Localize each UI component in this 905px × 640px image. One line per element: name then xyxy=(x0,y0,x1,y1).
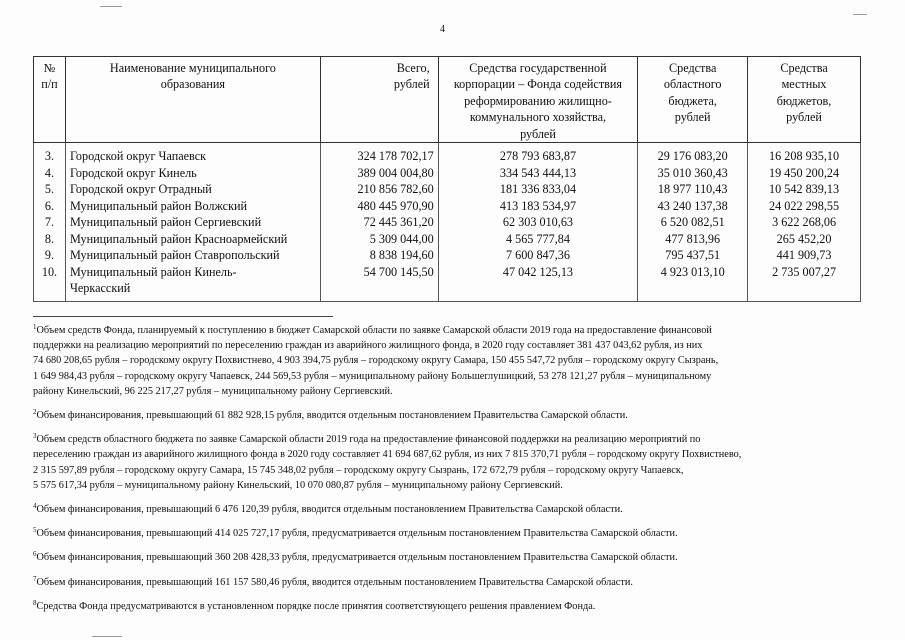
row-number: 3. xyxy=(34,143,66,165)
total-amount: 72 445 361,20 xyxy=(320,214,438,230)
footnote-line: $^7$Объем финансирования, превышающий 161 157 580,46 рубля, вводится отдельным постановлением Правительства Самарской области. xyxy=(33,574,633,588)
header-local: Средства местных бюджетов, рублей xyxy=(748,57,861,143)
local-amount: 3 622 268,06 xyxy=(748,214,861,230)
row-number: 5. xyxy=(34,181,66,197)
footnote-line: 1 649 984,43 рубля – городскому округу Чапаевск, 244 569,53 рубля – муниципальному району Большеглушицкий, 53 278 121,27 рубля – муниципальному xyxy=(33,370,712,382)
regional-amount: 29 176 083,20 xyxy=(638,143,748,165)
row-number: 4. xyxy=(34,165,66,181)
local-amount: 19 450 200,24 xyxy=(748,165,861,181)
table-row xyxy=(34,264,861,301)
row-number: 8. xyxy=(34,231,66,247)
page-marker: 4 xyxy=(440,24,445,35)
fund-amount: 62 303 010,63 xyxy=(438,214,638,230)
row-number: 10. xyxy=(34,264,66,301)
footnote-line: 5 575 617,34 рубля – муниципальному району Кинельский, 10 070 080,87 рубля – муниципальному району Сергиевский. xyxy=(33,479,563,491)
total-amount: 54 700 145,50 xyxy=(320,264,438,301)
local-amount: 16 208 935,10 xyxy=(748,143,861,165)
table-row xyxy=(34,214,861,230)
footnote-line: $^5$Объем финансирования, превышающий 414 025 727,17 рубля, предусматривается отдельным постановлением Правительства Самарской области. xyxy=(33,526,678,540)
row-number: 9. xyxy=(34,247,66,263)
regional-amount: 18 977 110,43 xyxy=(638,181,748,197)
regional-amount: 35 010 360,43 xyxy=(638,165,748,181)
footnote-line: $^2$Объем финансирования, превышающий 61 882 928,15 рубля, вводится отдельным постановлением Правительства Самарской области. xyxy=(33,408,628,422)
footnote-line: поддержки на реализацию мероприятий по переселению граждан из аварийного жилищного фонда, в 2020 году составляет 381 437 043,62 рубля, из них xyxy=(33,340,703,352)
total-amount: 324 178 702,17 xyxy=(320,143,438,165)
table-header-row xyxy=(34,57,861,143)
local-amount: 2 735 007,27 xyxy=(748,264,861,301)
regional-amount: 43 240 137,38 xyxy=(638,198,748,214)
footnote-mark: 8 xyxy=(33,598,37,607)
table-row xyxy=(34,165,861,181)
footnote-mark: 2 xyxy=(33,408,37,417)
header-regional: Средства областного бюджета, рублей xyxy=(638,57,748,143)
fund-amount: 181 336 833,04 xyxy=(438,181,638,197)
table-row xyxy=(34,247,861,263)
local-amount: 10 542 839,13 xyxy=(748,181,861,197)
footnote-mark: 4 xyxy=(33,502,37,511)
regional-amount: 477 813,96 xyxy=(638,231,748,247)
header-fund: Средства государственной корпорации – Фонда содействия реформированию жилищно- коммунального хозяйства, рублей xyxy=(438,57,638,143)
municipality-name: Муниципальный район Ставропольский xyxy=(65,247,320,263)
header-total: Всего, рублей xyxy=(320,57,438,143)
footnote-line: переселению граждан из аварийного жилищного фонда в 2020 году составляет 41 694 687,62 рубля, из них 7 815 370,71 рубля – городскому округу Похвистнево, xyxy=(33,449,742,461)
footnote-separator xyxy=(33,316,333,317)
scan-artifact xyxy=(853,14,867,15)
local-amount: 441 909,73 xyxy=(748,247,861,263)
regional-amount: 6 520 082,51 xyxy=(638,214,748,230)
footnote-mark: 7 xyxy=(33,574,37,583)
local-amount: 24 022 298,55 xyxy=(748,198,861,214)
footnote-line: 74 680 208,65 рубля – городскому округу Похвистнево, 4 903 394,75 рубля – городскому округу Самара, 150 455 547,72 рубля – городскому округу Сызрань, xyxy=(33,355,719,367)
footnote-mark: 5 xyxy=(33,526,37,535)
table-row xyxy=(34,231,861,247)
municipality-name: Муниципальный район Красноармейский xyxy=(65,231,320,247)
local-amount: 265 452,20 xyxy=(748,231,861,247)
fund-amount: 278 793 683,87 xyxy=(438,143,638,165)
financing-table xyxy=(33,56,861,302)
footnote-line: $^6$Объем финансирования, превышающий 360 208 428,33 рубля, предусматривается отдельным постановлением Правительства Самарской области. xyxy=(33,550,678,564)
table-row xyxy=(34,181,861,197)
table-row xyxy=(34,198,861,214)
footnote-mark: 6 xyxy=(33,550,37,559)
total-amount: 5 309 044,00 xyxy=(320,231,438,247)
regional-amount: 795 437,51 xyxy=(638,247,748,263)
footnote-mark: 3 xyxy=(33,432,37,441)
total-amount: 389 004 004,80 xyxy=(320,165,438,181)
municipality-name: Городской округ Чапаевск xyxy=(65,143,320,165)
municipality-name: Городской округ Отрадный xyxy=(65,181,320,197)
row-number: 6. xyxy=(34,198,66,214)
footnote-mark: 1 xyxy=(33,323,37,331)
municipality-name: Муниципальный район Кинель- Черкасский xyxy=(65,264,320,301)
municipality-name: Муниципальный район Волжский xyxy=(65,198,320,214)
fund-amount: 4 565 777,84 xyxy=(438,231,638,247)
regional-amount: 4 923 013,10 xyxy=(638,264,748,301)
footnote-line: $^4$Объем финансирования, превышающий 6 476 120,39 рубля, вводится отдельным постановлением Правительства Самарской области. xyxy=(33,502,623,516)
municipality-name: Городской округ Кинель xyxy=(65,165,320,181)
fund-amount: 334 543 444,13 xyxy=(438,165,638,181)
municipality-name: Муниципальный район Сергиевский xyxy=(65,214,320,230)
total-amount: 8 838 194,60 xyxy=(320,247,438,263)
footnote-line: $^3$Объем средств областного бюджета по заявке Самарской области 2019 года на предоставление финансовой поддержки на реализацию мероприятий по xyxy=(33,432,701,446)
footnotes xyxy=(33,320,873,614)
total-amount: 480 445 970,90 xyxy=(320,198,438,214)
footnote-line: району Кинельский, 96 225 217,27 рубля – муниципальному району Сергиевский. xyxy=(33,385,393,397)
footnote-line: $^1$Объем средств Фонда, планируемый к поступлению в бюджет Самарской области по заявке Самарской области 2019 года на предоставление финансовой xyxy=(33,323,712,336)
fund-amount: 47 042 125,13 xyxy=(438,264,638,301)
footnote-line: $^8$Средства Фонда предусматриваются в установленном порядке после принятия соответствующего решения правлением Фонда. xyxy=(33,598,596,612)
footnote-line: 2 315 597,89 рубля – городскому округу Самара, 15 745 348,02 рубля – городскому округу Сызрань, 172 672,79 рубля – городскому округу Чапаевск, xyxy=(33,464,684,476)
fund-amount: 7 600 847,36 xyxy=(438,247,638,263)
table-row xyxy=(34,143,861,165)
header-municipality: Наименование муниципального образования xyxy=(65,57,320,143)
header-number: № п/п xyxy=(34,57,66,143)
fund-amount: 413 183 534,97 xyxy=(438,198,638,214)
scan-artifact xyxy=(92,636,122,637)
scan-artifact xyxy=(100,6,122,7)
total-amount: 210 856 782,60 xyxy=(320,181,438,197)
row-number: 7. xyxy=(34,214,66,230)
